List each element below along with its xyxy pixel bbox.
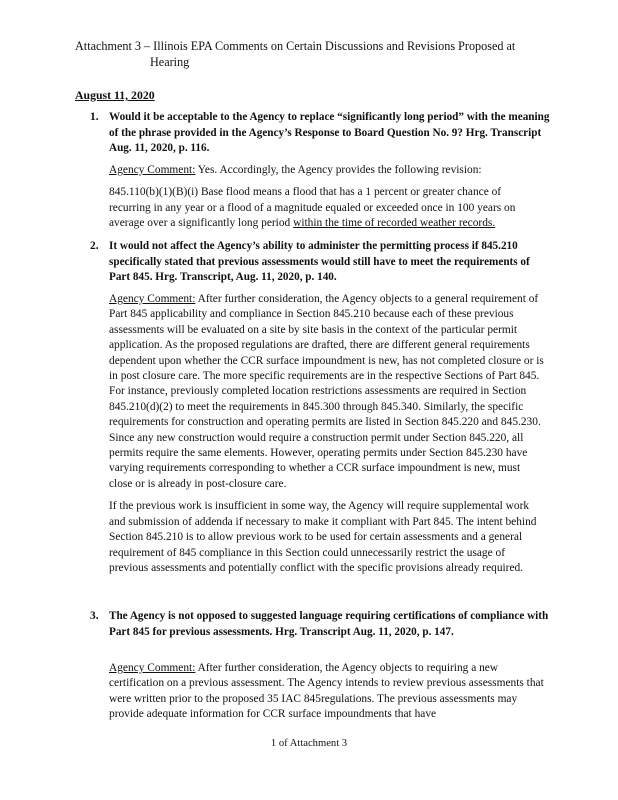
revision-underlined-text: within the time of recorded weather records. (293, 217, 496, 230)
section-date: August 11, 2020 (75, 88, 155, 102)
revision-text: 845.110(b)(1)(B)(i) Base flood means a flood that has a 1 percent or greater chance of recurring in any year or a flood of a magnitude equaled or exceeded once in 100 years on average over a significantly long period (109, 186, 516, 230)
comment-paragraph (109, 292, 545, 492)
comment-text: After further consideration, the Agency objects to requiring a new certification on a previous assessment. The Agency intends to review previous assessments that were written prior to the proposed 35 IAC 845regulations. The previous assessments may provide adequate information for CCR surface impoundments that have (109, 662, 544, 721)
item-1-question (90, 110, 550, 157)
question-text: It would not affect the Agency’s ability to administer the permitting process if 845.210 specifically stated that previous assessments would still have to meet the requirements of Part 845. Hrg. Transcript, Aug. 11, 2020, p. 140. (109, 240, 530, 284)
comment-paragraph (109, 661, 545, 723)
revision-paragraph (109, 185, 545, 231)
document-header (75, 38, 575, 70)
header-line-1: Attachment 3 – Illinois EPA Comments on Certain Discussions and Revisions Proposed at (75, 39, 516, 53)
item-2-question (90, 239, 550, 286)
agency-comment-label: Agency Comment: (109, 293, 196, 305)
agency-comment-label: Agency Comment: (109, 164, 196, 176)
item-number: 3. (90, 610, 99, 622)
comment-text: After further consideration, the Agency objects to a general requirement of Part 845 applicability and compliance in Section 845.210 because each of these previous assessments will be evaluated on a site by site basis in the context of the particular permit application. As the proposed regulations are drafted, there are different general requirements dependent upon whether the CCR surface impoundment is new, has not completed closure or is in post closure care. The more specific requirements are in the respective Sections of Part 845. For instance, previously completed location restrictions assessments are required in Section 845.210(d)(2) to meet the requirements in 845.300 through 845.340. Similarly, the specific requirements for construction and operating permits are listed in Section 845.220 and 845.230. Since any new construction would require a construction permit under Section 845.220, all permits require the same elements. However, operating permits under Section 845.230 have varying requirements corresponding to whether a CCR surface impoundment is new, must close or is already in post-closure care. (109, 293, 544, 490)
page-footer: 1 of Attachment 3 (270, 738, 348, 749)
question-text: Would it be acceptable to the Agency to replace “significantly long period” with the meaning of the phrase provided in the Agency’s Response to Board Question No. 9? Hrg. Transcript Aug. 11, 2020, p. 116. (109, 111, 550, 155)
header-line-2: Hearing (150, 55, 190, 69)
agency-comment-label: Agency Comment: (109, 662, 196, 674)
item-2-comment (109, 292, 545, 583)
item-number: 2. (90, 240, 99, 252)
comment-paragraph (109, 163, 545, 178)
comment-text: Yes. Accordingly, the Agency provides the following revision: (195, 164, 482, 176)
question-text: The Agency is not opposed to suggested language requiring certifications of compliance with Part 845 for previous assessments. Hrg. Transcript Aug. 11, 2020, p. 147. (109, 610, 549, 638)
item-number: 1. (90, 111, 99, 123)
item-3-comment (109, 661, 545, 730)
item-3-question (90, 609, 550, 640)
item-1-comment (109, 163, 545, 239)
comment-paragraph-2: If the previous work is insufficient in some way, the Agency will require supplemental work and submission of addenda if necessary to make it compliant with Part 845. The intent behind Section 845.210 is to allow previous work to be used for certain assessments and a general requirement of 845 compliance in this Section could unnecessarily restrict the usage of previous assessments and potentially conflict with the specific provisions already required. (109, 500, 537, 574)
